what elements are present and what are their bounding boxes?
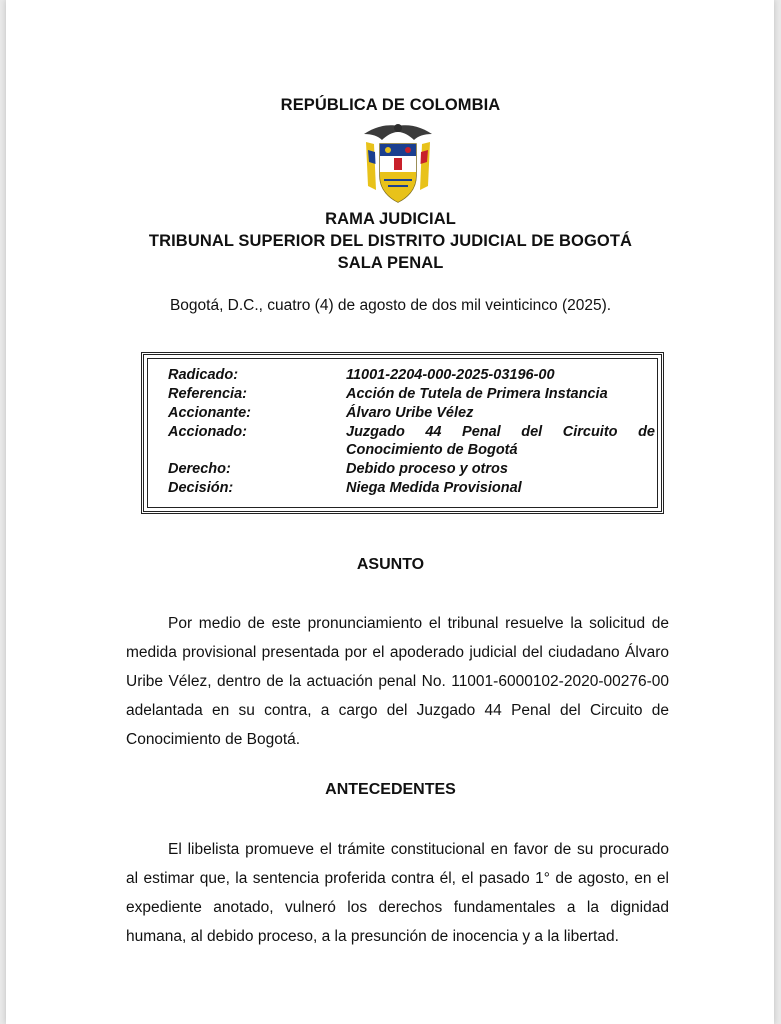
reference-label: Accionante: <box>168 405 251 421</box>
reference-value: Niega Medida Provisional <box>346 480 522 496</box>
section-paragraph-asunto: Por medio de este pronunciamiento el tribunal resuelve la solicitud de medida provisional presentada por el apoderado judicial del ciudadano Álvaro Uribe Vélez, dentro de la actuación penal No. 11001-6000102-2020-00276-00 adelantada en su contra, a cargo del Juzgado 44 Penal del Circuito de Conocimiento de Bogotá. <box>126 615 669 748</box>
reference-box <box>141 352 664 514</box>
branch-heading: RAMA JUDICIAL <box>325 210 456 228</box>
coat-of-arms-icon <box>358 120 438 206</box>
city-date-line: Bogotá, D.C., cuatro (4) de agosto de dos mil veinticinco (2025). <box>169 297 612 314</box>
country-heading: REPÚBLICA DE COLOMBIA <box>280 96 501 114</box>
reference-value: 11001-2204-000-2025-03196-00 <box>346 367 555 383</box>
reference-label: Derecho: <box>168 461 231 477</box>
reference-value-continuation: Conocimiento de Bogotá <box>346 442 518 458</box>
reference-value: Álvaro Uribe Vélez <box>346 405 474 421</box>
reference-value: Juzgado 44 Penal del Circuito de <box>346 424 655 440</box>
section-paragraph-antecedentes: El libelista promueve el trámite constitucional en favor de su procurado al estimar que, la sentencia proferida contra él, el pasado 1° de agosto, en el expediente anotado, vulneró los derechos fundamentales a la dignidad humana, al debido proceso, a la presunción de inocencia y a la libertad. <box>126 841 669 945</box>
court-heading: TRIBUNAL SUPERIOR DEL DISTRITO JUDICIAL DE BOGOTÁ <box>148 232 633 250</box>
section-title-antecedentes: ANTECEDENTES <box>325 781 456 798</box>
chamber-heading: SALA PENAL <box>337 254 444 272</box>
reference-value: Debido proceso y otros <box>346 461 508 477</box>
reference-label: Accionado: <box>168 424 247 440</box>
reference-label: Radicado: <box>168 367 239 383</box>
reference-label: Decisión: <box>168 480 234 496</box>
reference-label: Referencia: <box>168 386 247 402</box>
section-title-asunto: ASUNTO <box>356 556 425 573</box>
reference-value: Acción de Tutela de Primera Instancia <box>346 386 608 402</box>
